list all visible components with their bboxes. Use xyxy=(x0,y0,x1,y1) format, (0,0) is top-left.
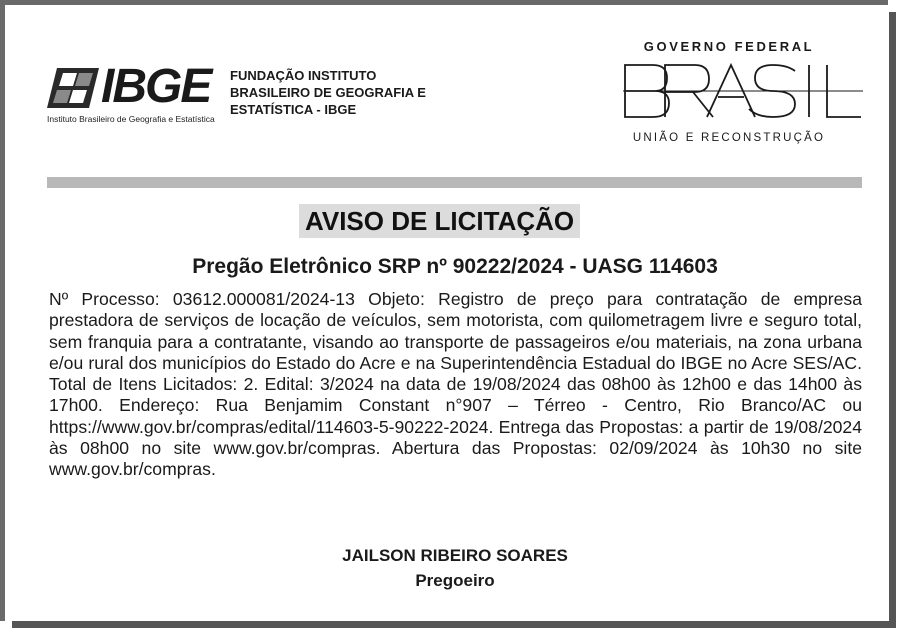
foundation-name xyxy=(230,67,490,118)
signatory-name: JAILSON RIBEIRO SOARES xyxy=(342,546,568,565)
header-divider xyxy=(47,177,862,188)
notice-page xyxy=(5,5,889,621)
signatory-role: Pregoeiro xyxy=(415,571,495,590)
header xyxy=(5,5,889,180)
ibge-mark-icon xyxy=(47,68,99,108)
brasil-wordmark-logo xyxy=(623,61,863,121)
foundation-line: ESTATÍSTICA - IBGE xyxy=(230,102,357,117)
ibge-logo-subtitle: Instituto Brasileiro de Geografia e Estatística xyxy=(47,114,215,124)
notice-subtitle: Pregão Eletrônico SRP nº 90222/2024 - UASG 114603 xyxy=(192,255,718,278)
gov-federal-title: GOVERNO FEDERAL xyxy=(643,39,815,54)
foundation-line: BRASILEIRO DE GEOGRAFIA E xyxy=(230,85,426,100)
ibge-logo xyxy=(47,60,227,127)
ibge-wordmark: IBGE xyxy=(101,60,211,113)
foundation-line: FUNDAÇÃO INSTITUTO xyxy=(230,68,377,83)
notice-title: AVISO DE LICITAÇÃO xyxy=(299,204,580,238)
notice-body: Nº Processo: 03612.000081/2024-13 Objeto: Registro de preço para contratação de empresa prestadora de serviços de locação de veículos, sem motorista, com quilometragem livre e seguro total, sem franquia para a contratante, visando ao transporte de passageiros e/ou materiais, na zona urbana e/ou rural dos municípios do Estado do Acre e na Superintendência Estadual do IBGE no Acre SES/AC. Total de Itens Licitados: 2. Edital: 3/2024 na data de 19/08/2024 das 08h00 às 12h00 e das 14h00 às 17h00. Endereço: Rua Benjamim Constant n°907 – Térreo - Centro, Rio Branco/AC ou https://www.gov.br/compras/edital/114603-5-90222-2024. Entrega das Propostas: a partir de 19/08/2024 às 08h00 no site www.gov.br/compras. Abertura das Propostas: 02/09/2024 às 10h30 no site www.gov.br/compras. xyxy=(49,289,862,480)
gov-slogan: UNIÃO E RECONSTRUÇÃO xyxy=(632,132,826,144)
